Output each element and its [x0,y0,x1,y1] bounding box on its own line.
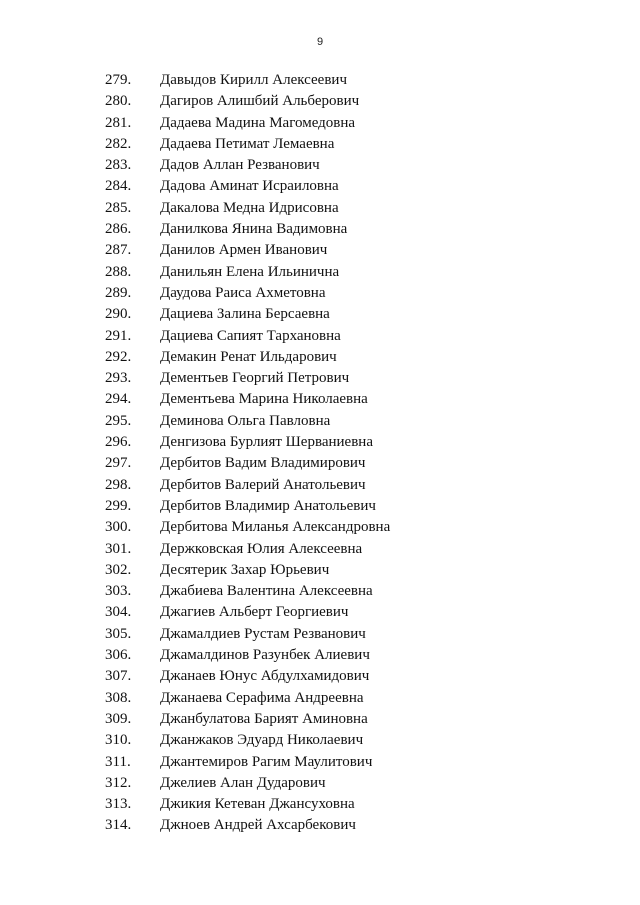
entry-name: Джамалдинов Разунбек Алиевич [160,647,370,664]
entry-number: 303. [105,583,132,600]
entry-number: 292. [105,348,132,365]
entry-name: Джабиева Валентина Алексеевна [160,583,373,600]
entry-name: Дадова Аминат Исраиловна [160,178,339,195]
list-item [0,453,640,474]
entry-name: Держковская Юлия Алексеевна [160,540,363,557]
entry-number: 306. [105,647,132,664]
list-item [0,688,640,709]
entry-name: Даудова Раиса Ахметовна [160,284,326,301]
list-item [0,134,640,155]
entry-name: Дациева Залина Берсаевна [160,306,330,323]
entry-number: 297. [105,455,132,472]
list-item [0,560,640,581]
entry-name: Данилкова Янина Вадимовна [160,221,348,238]
list-item [0,347,640,368]
list-item [0,262,640,283]
list-item [0,645,640,666]
entry-number: 290. [105,306,132,323]
entry-name: Дербитов Владимир Анатольевич [160,497,376,514]
entry-name: Дадаева Петимат Лемаевна [160,135,335,152]
entry-name: Джноев Андрей Ахсарбекович [160,817,356,834]
entry-number: 311. [105,753,131,770]
list-item [0,709,640,730]
entry-number: 314. [105,817,132,834]
list-item [0,581,640,602]
entry-name: Дементьев Георгий Петрович [160,370,350,387]
list-item [0,432,640,453]
entry-number: 281. [105,114,132,131]
entry-number: 300. [105,519,132,536]
entry-number: 296. [105,434,132,451]
list-item [0,517,640,538]
entry-name: Данилов Армен Иванович [160,242,328,259]
entry-number: 305. [105,625,132,642]
list-item [0,304,640,325]
entry-number: 313. [105,796,132,813]
entry-name: Джантемиров Рагим Маулитович [160,753,373,770]
list-item [0,155,640,176]
list-item [0,496,640,517]
entry-number: 279. [105,72,132,88]
entry-name: Дербитов Вадим Владимирович [160,455,366,472]
entry-number: 304. [105,604,132,621]
entry-name: Дементьева Марина Николаевна [160,391,368,408]
entry-number: 284. [105,178,132,195]
entry-name: Денгизова Бурлият Шерваниевна [160,434,373,451]
entry-name: Дакалова Медна Идрисовна [160,199,339,216]
entry-number: 286. [105,221,132,238]
entry-name: Дадов Аллан Резванович [160,157,320,174]
entry-name: Дербитов Валерий Анатольевич [160,476,366,493]
entry-name: Дербитова Миланья Александровна [160,519,391,536]
list-item [0,176,640,197]
entry-name: Дациева Сапият Тархановна [160,327,341,344]
entry-name: Джелиев Алан Дударович [160,774,326,791]
entry-number: 302. [105,561,132,578]
entry-name: Данильян Елена Ильинична [160,263,340,280]
list-item [0,666,640,687]
entry-number: 301. [105,540,132,557]
list-item [0,602,640,623]
list-item [0,368,640,389]
entry-number: 308. [105,689,132,706]
list-item [0,794,640,815]
entry-number: 310. [105,732,132,749]
entry-name: Дадаева Мадина Магомедовна [160,114,356,131]
entry-name: Джагиев Альберт Георгиевич [160,604,349,621]
entry-name: Джанаев Юнус Абдулхамидович [160,668,370,685]
list-item [0,773,640,794]
entry-number: 287. [105,242,132,259]
list-item [0,219,640,240]
entry-number: 289. [105,284,132,301]
entry-number: 285. [105,199,132,216]
entry-number: 312. [105,774,132,791]
entry-name: Дагиров Алишбий Альберович [160,93,360,110]
entry-name: Десятерик Захар Юрьевич [160,561,330,578]
page-number: 9 [316,36,324,48]
list-item [0,240,640,261]
entry-number: 280. [105,93,132,110]
list-item [0,730,640,751]
entry-number: 309. [105,710,132,727]
entry-name: Джамалдиев Рустам Резванович [160,625,366,642]
entry-name: Джикия Кетеван Джансуховна [160,796,355,813]
entry-name: Деминова Ольга Павловна [160,412,331,429]
entry-name: Демакин Ренат Ильдарович [160,348,337,365]
entry-number: 298. [105,476,132,493]
list-item [0,70,640,91]
entry-number: 295. [105,412,132,429]
entry-name: Джанжаков Эдуард Николаевич [160,732,364,749]
entry-number: 294. [105,391,132,408]
entry-number: 283. [105,157,132,174]
list-item [0,539,640,560]
list-item [0,411,640,432]
entry-number: 282. [105,135,132,152]
entry-name: Джанаева Серафима Андреевна [160,689,364,706]
entry-name: Джанбулатова Барият Аминовна [160,710,368,727]
list-item [0,91,640,112]
entry-name: Давыдов Кирилл Алексеевич [160,72,347,88]
list-item [0,326,640,347]
list-item [0,389,640,410]
list-item [0,815,640,836]
list-item [0,198,640,219]
entry-number: 293. [105,370,132,387]
entry-number: 288. [105,263,132,280]
list-item [0,113,640,134]
entry-number: 291. [105,327,132,344]
list-item [0,283,640,304]
list-item [0,752,640,773]
name-list [0,70,640,837]
entry-number: 307. [105,668,132,685]
list-item [0,624,640,645]
list-item [0,475,640,496]
entry-number: 299. [105,497,132,514]
